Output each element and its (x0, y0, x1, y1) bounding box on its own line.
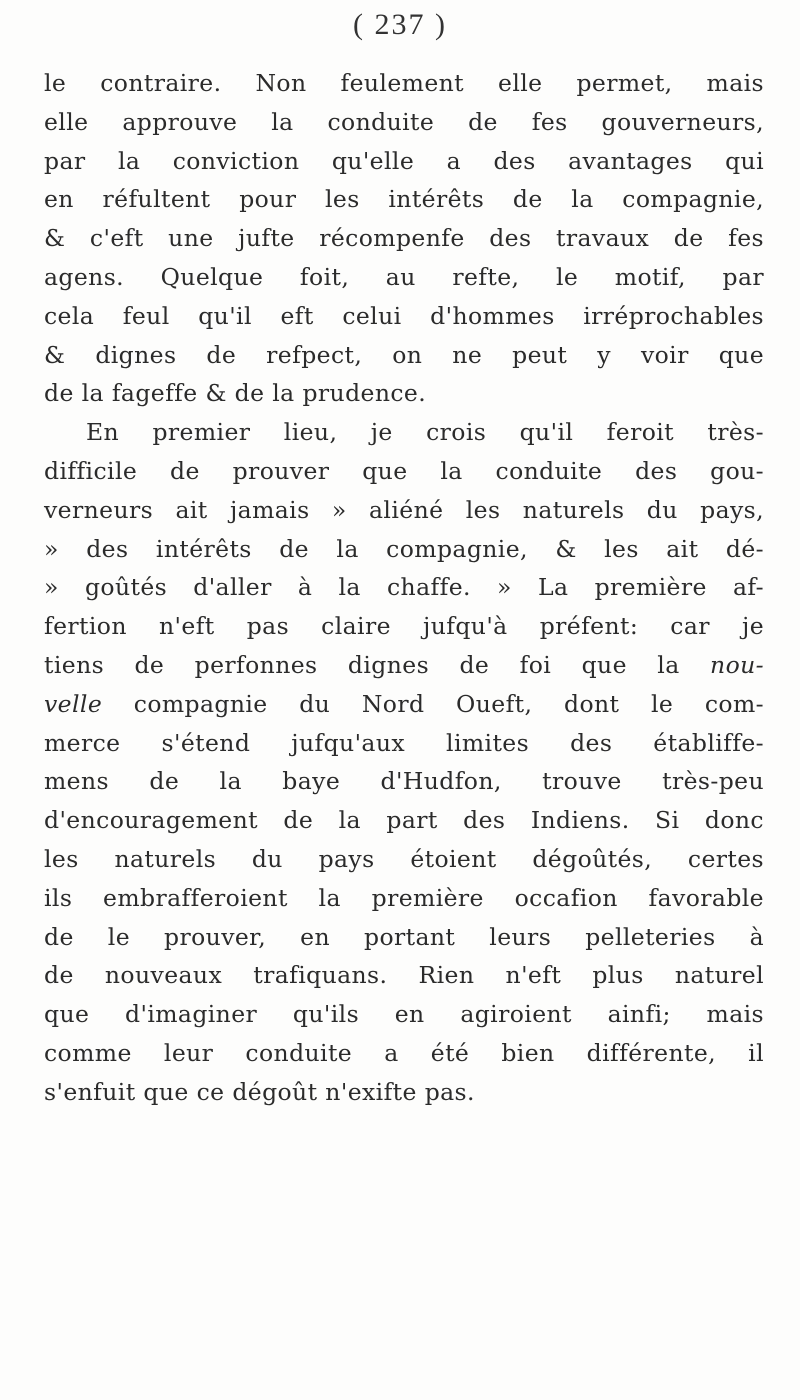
paragraph-start-line: En premier lieu, je crois qu'il feroit très- (86, 418, 764, 447)
text-line: verneurs ait jamais » aliéné les naturels du pays, (44, 495, 764, 524)
text-line: elle approuve la conduite de fes gouverneurs, (44, 107, 764, 136)
text-line-with-italic (44, 685, 764, 724)
text-line: de le prouver, en portant leurs pelleteries à (44, 922, 764, 951)
text-line: par la conviction qu'elle a des avantages qui (44, 146, 764, 175)
text-line: & c'eft une jufte récompenfe des travaux de fes (44, 224, 764, 253)
text-line: en réfultent pour les intérêts de la compagnie, (44, 185, 764, 214)
text-line: de nouveaux trafiquans. Rien n'eft plus naturel (44, 961, 764, 990)
text-line: fertion n'eft pas claire jufqu'à préfent: car je (44, 612, 764, 641)
text-line-with-italic (44, 646, 764, 685)
text-line: merce s'étend jufqu'aux limites des établiffe- (44, 728, 764, 757)
text-line: » des intérêts de la compagnie, & les ait dé- (44, 534, 764, 563)
text-line: que d'imaginer qu'ils en agiroient ainfi; mais (44, 1000, 764, 1029)
text-line: les naturels du pays étoient dégoûtés, certes (44, 844, 764, 873)
text-line: ils embrafferoient la première occafion favorable (44, 883, 764, 912)
text-line: le contraire. Non feulement elle permet, mais (44, 69, 764, 97)
text-line: & dignes de refpect, on ne peut y voir que (44, 340, 764, 369)
page-number: ( 237 ) (353, 8, 447, 41)
italic-word: nou- (710, 650, 764, 679)
text-line: » goûtés d'aller à la chaffe. » La première af- (44, 573, 764, 602)
text-line: comme leur conduite a été bien différente, il (44, 1038, 764, 1067)
text-line: mens de la baye d'Hudfon, trouve très-peu (44, 767, 764, 796)
text-line: d'encouragement de la part des Indiens. Si donc (44, 806, 764, 835)
text-line: cela feul qu'il eft celui d'hommes irréprochables (44, 301, 764, 330)
text-segment: tiens de perfonnes dignes de foi que la (44, 650, 711, 679)
body-text (44, 64, 764, 1112)
italic-word: velle (44, 689, 103, 718)
text-line: difficile de prouver que la conduite des gou- (44, 456, 764, 485)
paragraph-end-line: s'enfuit que ce dégoût n'exifte pas. (44, 1077, 475, 1106)
paragraph-end-line: de la fageffe & de la prudence. (44, 379, 427, 408)
text-line: agens. Quelque foit, au refte, le motif, par (44, 262, 764, 291)
text-segment: compagnie du Nord Oueft, dont le com- (102, 689, 764, 718)
